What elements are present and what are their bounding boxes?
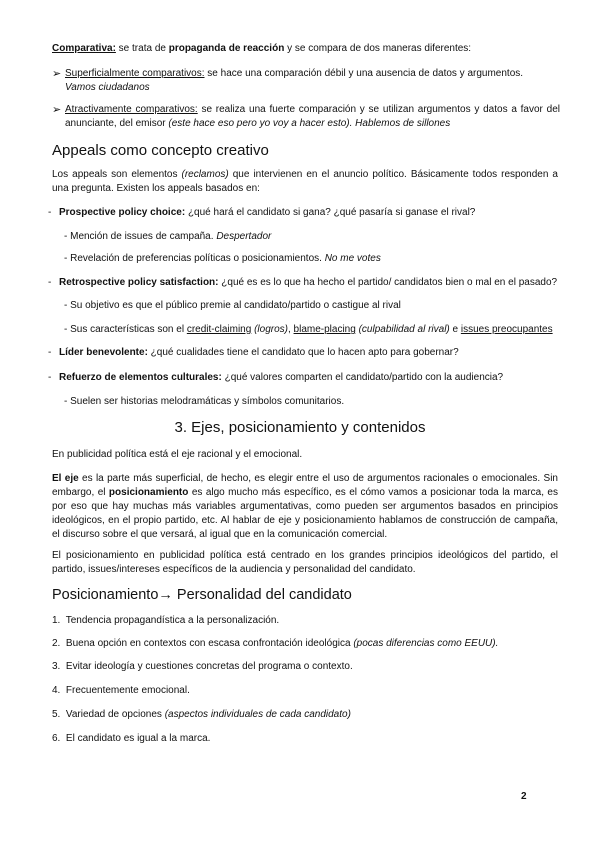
credit-claiming-term: credit-claiming <box>186 324 252 335</box>
sub-text: - Sus características son el <box>64 324 187 335</box>
comparativa-text-b: y se compara de dos maneras diferentes: <box>284 43 472 54</box>
dash-marker: - <box>48 207 52 218</box>
section-heading-ejes: 3. Ejes, posicionamiento y contenidos <box>174 419 426 436</box>
list-number: 4. <box>52 685 61 696</box>
prospective-sub-2 <box>64 252 558 266</box>
lider-item <box>59 346 559 360</box>
list-text: Tendencia propagandística a la personalización. <box>65 615 280 626</box>
list-text: Buena opción en contextos con escasa confrontación ideológica <box>65 638 354 649</box>
refuerzo-sub-1: - Suelen ser historias melodramáticas y símbolos comunitarios. <box>64 396 345 407</box>
bullet-example: Vamos ciudadanos <box>65 82 150 93</box>
ejes-paragraph-3: El posicionamiento en publicidad política está centrado en los grandes principios ideológicos del partido, el partido, issues/intereses específicos de la audiencia y personalidad del candidato. <box>52 550 558 575</box>
list-italic: (aspectos individuales de cada candidato) <box>164 709 351 720</box>
refuerzo-label: Refuerzo de elementos culturales: <box>59 372 222 383</box>
list-text: Variedad de opciones <box>65 709 165 720</box>
comparativa-bold: propaganda de reacción <box>168 43 285 54</box>
list-item <box>52 660 558 674</box>
ejes-text: es algo mucho más específico, es el cómo vamos a posicionar toda la marca, es por eso que hay muchas más variables argumentativas, como pueden ser argumentos basados en principios ideológicos, en el propio partido, etc. Al hablar de eje y posicionamiento hablamos de construcción de campaña, el discurso sobre el que versará, al igual que en la comunicación comercial. <box>52 487 558 540</box>
blame-placing-term: blame-placing <box>293 324 356 335</box>
list-text: Evitar ideología y cuestiones concretas del programa o contexto. <box>65 661 353 672</box>
prospective-text: ¿qué hará el candidato si gana? ¿qué pasaría si ganase el rival? <box>185 207 476 218</box>
comparativa-term: Comparativa: <box>52 43 116 54</box>
list-item <box>52 637 558 651</box>
refuerzo-item <box>59 371 559 385</box>
list-number: 1. <box>52 615 61 626</box>
lider-text: ¿qué cualidades tiene el candidato que lo hacen apto para gobernar? <box>147 347 459 358</box>
retrospective-sub-1: - Su objetivo es que el público premie al candidato/partido o castigue al rival <box>64 300 401 311</box>
list-italic: (pocas diferencias como EEUU). <box>353 638 499 649</box>
list-number: 5. <box>52 709 61 720</box>
list-number: 3. <box>52 661 61 672</box>
list-item <box>52 708 558 722</box>
sub-text: , <box>287 324 294 335</box>
bullet-text: se realiza una fuerte comparación y se utilizan argumentos y datos a favor del anunciante, del emisor <box>65 104 560 129</box>
sub-italic: Despertador <box>216 231 272 242</box>
bullet-superficialmente <box>65 67 558 95</box>
sub-text: - Revelación de preferencias políticas o posicionamientos. <box>64 253 325 264</box>
comparativa-text-a: se trata de <box>115 43 169 54</box>
list-item <box>52 614 558 628</box>
lider-label: Líder benevolente: <box>59 347 148 358</box>
list-number: 6. <box>52 733 61 744</box>
retrospective-label: Retrospective policy satisfaction: <box>59 277 219 288</box>
sub-text: e <box>449 324 461 335</box>
sub-text: - Mención de issues de campaña. <box>64 231 217 242</box>
ejes-paragraph-1: En publicidad política está el eje racional y el emocional. <box>52 449 303 460</box>
list-item <box>52 684 558 698</box>
appeals-intro-b: que intervienen en el anuncio político. Básicamente todos responden a una pregunta. Existen los appeals basados en: <box>52 169 558 194</box>
appeals-intro-italic: (reclamos) <box>181 169 229 180</box>
prospective-item <box>59 206 559 220</box>
arrow-bullet-icon: ➢ <box>52 104 62 116</box>
refuerzo-text: ¿qué valores comparten el candidato/partido con la audiencia? <box>221 372 504 383</box>
posicionamiento-term: posicionamiento <box>108 487 189 498</box>
ejes-text: es la parte más superficial, de hecho, es elegir entre el uso de argumentos racionales o emocionales. Sin embargo, el <box>52 473 558 498</box>
issues-preocupantes-term: issues preocupantes <box>460 324 553 335</box>
sub-italic: (culpabilidad al rival) <box>355 324 450 335</box>
dash-marker: - <box>48 347 52 358</box>
sub-italic: No me votes <box>324 253 381 264</box>
list-text: El candidato es igual a la marca. <box>65 733 211 744</box>
list-item <box>52 732 558 746</box>
retrospective-text: ¿qué es es lo que ha hecho el partido/ candidatos bien o mal en el pasado? <box>218 277 558 288</box>
appeals-intro <box>52 168 558 196</box>
comparativa-paragraph <box>52 42 552 56</box>
list-number: 2. <box>52 638 61 649</box>
dash-marker: - <box>48 372 52 383</box>
bullet-atractivamente <box>65 103 560 131</box>
section-heading-appeals: Appeals como concepto creativo <box>52 142 269 159</box>
section-heading-posicionamiento: Posicionamiento→ Personalidad del candidato <box>52 587 352 603</box>
eje-term: El eje <box>52 473 79 484</box>
retrospective-sub-2 <box>64 323 560 337</box>
page-number: 2 <box>521 791 527 802</box>
bullet-term: Superficialmente comparativos: <box>65 68 205 79</box>
bullet-example: (este hace eso pero yo voy a hacer esto). Hablemos de sillones <box>168 118 451 129</box>
appeals-intro-a: Los appeals son elementos <box>52 169 182 180</box>
dash-marker: - <box>48 277 52 288</box>
prospective-sub-1 <box>64 230 558 244</box>
bullet-text: se hace una comparación débil y una ausencia de datos y argumentos. <box>204 68 524 79</box>
bullet-term: Atractivamente comparativos: <box>65 104 198 115</box>
ejes-paragraph-2 <box>52 472 558 542</box>
sub-italic: (logros) <box>251 324 288 335</box>
retrospective-item <box>59 276 559 290</box>
arrow-bullet-icon: ➢ <box>52 68 62 80</box>
list-text: Frecuentemente emocional. <box>65 685 190 696</box>
prospective-label: Prospective policy choice: <box>59 207 186 218</box>
